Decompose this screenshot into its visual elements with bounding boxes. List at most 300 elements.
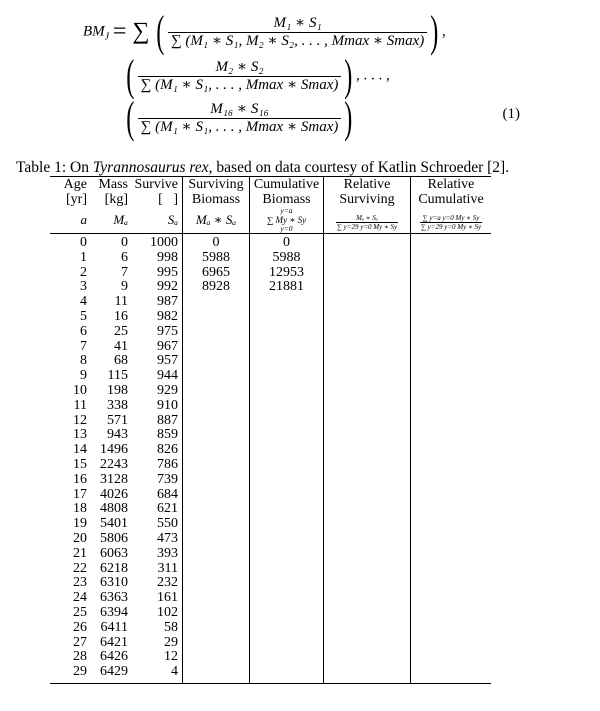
table-row	[50, 295, 491, 310]
cell-surviving-biomass: 5988	[183, 251, 250, 266]
right-paren-1: )	[430, 7, 439, 56]
cell-relative-cumulative	[411, 428, 492, 443]
cell-relative-surviving	[324, 562, 411, 577]
cell-relative-cumulative	[411, 266, 492, 281]
header-sb-symbol: Mₐ ∗ Sₐ	[183, 207, 250, 234]
cell-surviving-biomass	[183, 650, 250, 665]
table-row	[50, 399, 491, 414]
cell-cumulative-biomass	[250, 606, 324, 621]
cell-cumulative-biomass	[250, 399, 324, 414]
header-survive: Survive	[134, 177, 178, 192]
cell-age: 16	[73, 471, 87, 487]
cell-relative-cumulative	[411, 621, 492, 636]
cell-relative-surviving	[324, 295, 411, 310]
cell-survive: 29	[164, 634, 178, 650]
cell-age: 27	[73, 634, 87, 650]
cell-surviving-biomass	[183, 473, 250, 488]
cell-surviving-biomass	[183, 310, 250, 325]
table-row	[50, 473, 491, 488]
cell-cumulative-biomass	[250, 428, 324, 443]
cell-mass: 943	[107, 427, 128, 443]
table-body	[50, 234, 491, 684]
cell-relative-cumulative	[411, 340, 492, 355]
cell-age: 5	[80, 308, 87, 324]
cell-cumulative-biomass	[250, 532, 324, 547]
cell-relative-surviving	[324, 414, 411, 429]
cell-surviving-biomass: 8928	[183, 280, 250, 295]
cell-mass: 6310	[100, 575, 128, 591]
cell-mass: 5806	[100, 530, 128, 546]
cell-survive: 786	[157, 456, 178, 472]
cell-relative-surviving	[324, 576, 411, 591]
cell-mass: 6	[121, 249, 128, 265]
cell-survive: 887	[157, 412, 178, 428]
cell-age: 13	[73, 427, 87, 443]
cell-age: 2	[80, 264, 87, 280]
cell-survive: 4	[128, 665, 183, 683]
cell-relative-surviving	[324, 473, 411, 488]
cell-age: 9	[80, 368, 87, 384]
cell-mass: 6218	[100, 560, 128, 576]
fraction-2-denominator: ∑ (M₁ ∗ S₁, . . . , Mmax ∗ Smax)	[138, 76, 342, 94]
fraction-1-denominator: ∑ (M₁ ∗ S₁, M₂ ∗ S₂, . . . , Mmax ∗ Smax)	[168, 32, 427, 50]
cell-relative-cumulative	[411, 354, 492, 369]
cell-surviving-biomass	[183, 325, 250, 340]
cell-age: 22	[73, 560, 87, 576]
cell-mass: 5401	[100, 516, 128, 532]
equation-line-1	[83, 7, 446, 56]
cell-relative-surviving	[324, 665, 411, 683]
cell-age: 17	[73, 486, 87, 502]
table-row	[50, 369, 491, 384]
cell-age: 18	[73, 501, 87, 517]
cell-surviving-biomass	[183, 384, 250, 399]
header-row-2	[50, 192, 491, 207]
cell-mass: 9	[121, 279, 128, 295]
header-biomass-2: Biomass	[250, 192, 324, 207]
cell-cumulative-biomass	[250, 502, 324, 517]
cell-relative-cumulative	[411, 562, 492, 577]
cell-mass: 6429	[91, 665, 128, 683]
header-rs-symbol	[324, 207, 411, 234]
cell-relative-surviving	[324, 369, 411, 384]
cell-mass: 6421	[100, 634, 128, 650]
cb-sum-lower: y=0	[280, 224, 293, 233]
cell-relative-surviving	[324, 266, 411, 281]
cell-mass: 6426	[100, 649, 128, 665]
header-age: Age	[63, 177, 87, 192]
cell-survive: 826	[157, 442, 178, 458]
table-row	[50, 384, 491, 399]
cell-age: 4	[80, 294, 87, 310]
cell-relative-cumulative	[411, 473, 492, 488]
cell-surviving-biomass: 0	[183, 234, 250, 251]
cell-relative-surviving	[324, 517, 411, 532]
header-mass-symbol: Mₐ	[91, 207, 128, 234]
table-row	[50, 517, 491, 532]
equation-sum-sign: = ∑	[112, 18, 150, 45]
cell-cumulative-biomass	[250, 354, 324, 369]
cell-relative-cumulative	[411, 576, 492, 591]
header-biomass-1: Biomass	[183, 192, 250, 207]
cell-cumulative-biomass	[250, 517, 324, 532]
table-caption	[16, 159, 509, 177]
left-paren-3: (	[126, 93, 135, 142]
cell-relative-cumulative	[411, 384, 492, 399]
cell-cumulative-biomass	[250, 414, 324, 429]
rs-fraction	[336, 214, 398, 231]
left-paren-2: (	[126, 51, 135, 100]
cell-mass: 6363	[100, 590, 128, 606]
cell-survive: 929	[157, 382, 178, 398]
cell-surviving-biomass	[183, 636, 250, 651]
cell-cumulative-biomass: 21881	[250, 280, 324, 295]
header-surviving: Surviving	[183, 177, 250, 193]
cell-age: 10	[73, 382, 87, 398]
right-paren-3: )	[344, 93, 353, 142]
cell-cumulative-biomass	[250, 295, 324, 310]
caption-suffix: , based on data courtesy of Katlin Schroeder [2].	[208, 159, 510, 176]
fraction-1-numerator: M₁ ∗ S₁	[273, 14, 322, 31]
header-survive-symbol: Sₐ	[128, 207, 183, 234]
cell-age: 29	[50, 665, 91, 683]
cell-mass: 4026	[100, 486, 128, 502]
table-row	[50, 591, 491, 606]
cell-age: 11	[73, 397, 87, 413]
header-relative-1: Relative	[324, 177, 411, 193]
cell-mass: 1496	[100, 442, 128, 458]
cell-cumulative-biomass	[250, 473, 324, 488]
cell-mass: 16	[114, 308, 128, 324]
cell-cumulative-biomass	[250, 488, 324, 503]
cell-relative-surviving	[324, 547, 411, 562]
fraction-1	[168, 15, 427, 50]
table-row	[50, 458, 491, 473]
cell-relative-cumulative	[411, 488, 492, 503]
cell-surviving-biomass	[183, 576, 250, 591]
cell-survive: 12	[164, 649, 178, 665]
rc-numerator: ∑ y=a y=0 My ∗ Sy	[422, 214, 480, 222]
cell-relative-surviving	[324, 443, 411, 458]
caption-species: Tyrannosaurus rex	[92, 159, 209, 176]
equation-lhs-subscript: J	[104, 31, 110, 43]
equation-line-2	[123, 51, 390, 100]
cell-cumulative-biomass	[250, 621, 324, 636]
cell-relative-cumulative	[411, 458, 492, 473]
table-row	[50, 266, 491, 281]
cell-surviving-biomass	[183, 354, 250, 369]
cell-cumulative-biomass	[250, 576, 324, 591]
cell-surviving-biomass	[183, 458, 250, 473]
table-row	[50, 606, 491, 621]
cell-relative-cumulative	[411, 443, 492, 458]
fraction-2-numerator: M₂ ∗ S₂	[215, 58, 264, 75]
cell-cumulative-biomass	[250, 636, 324, 651]
cell-relative-surviving	[324, 621, 411, 636]
table-row	[50, 443, 491, 458]
cell-relative-cumulative	[411, 295, 492, 310]
cell-mass: 338	[107, 397, 128, 413]
equation	[0, 0, 600, 150]
cell-mass: 115	[107, 368, 128, 384]
cell-relative-cumulative	[411, 636, 492, 651]
cell-mass: 25	[114, 323, 128, 339]
cell-age: 26	[73, 619, 87, 635]
cell-survive: 1000	[150, 235, 178, 250]
header-row-1	[50, 177, 491, 193]
cell-relative-surviving	[324, 488, 411, 503]
cell-mass: 2243	[100, 456, 128, 472]
cell-surviving-biomass	[183, 532, 250, 547]
table-row	[50, 354, 491, 369]
cell-mass: 3128	[100, 471, 128, 487]
cell-relative-cumulative	[411, 369, 492, 384]
table-row	[50, 280, 491, 295]
cell-relative-surviving	[324, 354, 411, 369]
cell-relative-surviving	[324, 280, 411, 295]
cb-sum-body: ∑ My ∗ Sy	[266, 215, 307, 225]
cell-relative-cumulative	[411, 606, 492, 621]
cell-relative-surviving	[324, 234, 411, 251]
cell-age: 25	[73, 604, 87, 620]
cell-mass: 7	[121, 264, 128, 280]
cell-relative-surviving	[324, 502, 411, 517]
cell-survive: 957	[157, 353, 178, 369]
header-rc-symbol	[411, 207, 492, 234]
table-row	[50, 251, 491, 266]
cell-survive: 311	[157, 560, 178, 576]
cell-mass: 4808	[100, 501, 128, 517]
cell-relative-cumulative	[411, 325, 492, 340]
cell-relative-surviving	[324, 325, 411, 340]
cell-age: 7	[80, 338, 87, 354]
cell-survive: 684	[157, 486, 178, 502]
cell-cumulative-biomass: 0	[250, 234, 324, 251]
header-mass: Mass	[98, 177, 128, 192]
cell-relative-surviving	[324, 384, 411, 399]
rc-denominator: ∑ y=29 y=0 My ∗ Sy	[420, 223, 482, 231]
cell-survive: 995	[157, 264, 178, 280]
cell-age: 3	[80, 279, 87, 295]
table-row	[50, 562, 491, 577]
left-paren-1: (	[156, 7, 165, 56]
cell-relative-surviving	[324, 399, 411, 414]
table-row	[50, 650, 491, 665]
cell-surviving-biomass: 6965	[183, 266, 250, 281]
table-row	[50, 488, 491, 503]
cell-relative-cumulative	[411, 502, 492, 517]
cell-survive: 232	[157, 575, 178, 591]
cell-relative-surviving	[324, 428, 411, 443]
cell-cumulative-biomass	[250, 443, 324, 458]
table-row	[50, 428, 491, 443]
table-row	[50, 576, 491, 591]
cell-survive: 161	[157, 590, 178, 606]
cell-surviving-biomass	[183, 443, 250, 458]
header-surviving-2: Surviving	[324, 192, 411, 207]
table-row	[50, 547, 491, 562]
table-row	[50, 532, 491, 547]
table-row	[50, 665, 491, 683]
cell-relative-surviving	[324, 340, 411, 355]
table-row	[50, 325, 491, 340]
cell-survive: 967	[157, 338, 178, 354]
cell-mass: 68	[114, 353, 128, 369]
cell-surviving-biomass	[183, 488, 250, 503]
cell-surviving-biomass	[183, 295, 250, 310]
header-cumulative: Cumulative	[250, 177, 324, 193]
cell-mass: 11	[114, 294, 128, 310]
equation-lhs: BM	[83, 23, 105, 40]
cell-cumulative-biomass	[250, 591, 324, 606]
cell-surviving-biomass	[183, 414, 250, 429]
cell-surviving-biomass	[183, 591, 250, 606]
cb-sum-upper: y=a	[280, 206, 293, 215]
table-row	[50, 234, 491, 251]
cell-relative-cumulative	[411, 234, 492, 251]
cell-relative-cumulative	[411, 547, 492, 562]
cell-mass: 6411	[100, 619, 128, 635]
cell-relative-cumulative	[411, 517, 492, 532]
cell-survive: 102	[157, 604, 178, 620]
cell-survive: 975	[157, 323, 178, 339]
cell-survive: 739	[157, 471, 178, 487]
cell-relative-cumulative	[411, 665, 492, 683]
cell-survive: 58	[164, 619, 178, 635]
cell-age: 23	[73, 575, 87, 591]
cell-age: 28	[73, 649, 87, 665]
cell-cumulative-biomass	[250, 384, 324, 399]
cell-survive: 998	[157, 249, 178, 265]
cell-relative-surviving	[324, 458, 411, 473]
cell-surviving-biomass	[183, 428, 250, 443]
cell-age: 12	[73, 412, 87, 428]
table-row	[50, 636, 491, 651]
table-row	[50, 414, 491, 429]
cell-survive: 992	[157, 279, 178, 295]
equation-trail-2: , . . . ,	[356, 67, 390, 84]
right-paren-2: )	[344, 51, 353, 100]
cell-survive: 987	[157, 294, 178, 310]
cell-relative-surviving	[324, 251, 411, 266]
cell-mass: 571	[107, 412, 128, 428]
rs-denominator: ∑ y=29 y=0 My ∗ Sy	[336, 223, 398, 231]
cell-relative-cumulative	[411, 251, 492, 266]
cell-survive: 944	[157, 368, 178, 384]
cell-mass: 198	[107, 382, 128, 398]
cell-age: 20	[73, 530, 87, 546]
cell-cumulative-biomass	[250, 665, 324, 683]
table-row	[50, 310, 491, 325]
cell-surviving-biomass	[183, 517, 250, 532]
fraction-3	[138, 101, 342, 136]
cell-relative-cumulative	[411, 414, 492, 429]
cell-cumulative-biomass	[250, 650, 324, 665]
cell-mass: 0	[121, 235, 128, 250]
cell-survive: 910	[157, 397, 178, 413]
header-relative-2: Relative	[411, 177, 492, 193]
cell-relative-surviving	[324, 591, 411, 606]
fraction-2	[138, 59, 342, 94]
header-cb-symbol	[250, 207, 324, 234]
cell-cumulative-biomass	[250, 562, 324, 577]
cell-relative-cumulative	[411, 591, 492, 606]
table-row	[50, 621, 491, 636]
table-row	[50, 502, 491, 517]
header-cumulative-2: Cumulative	[411, 192, 492, 207]
cell-survive: 621	[157, 501, 178, 517]
cell-cumulative-biomass	[250, 369, 324, 384]
cell-surviving-biomass	[183, 547, 250, 562]
fraction-3-denominator: ∑ (M₁ ∗ S₁, . . . , Mmax ∗ Smax)	[138, 118, 342, 136]
cell-survive: 859	[157, 427, 178, 443]
cell-age: 14	[73, 442, 87, 458]
rs-numerator: Mₐ ∗ Sₐ	[356, 214, 378, 222]
header-age-symbol: a	[50, 207, 91, 234]
cell-cumulative-biomass	[250, 310, 324, 325]
fraction-3-numerator: M₁₆ ∗ S₁₆	[210, 100, 269, 117]
cell-surviving-biomass	[183, 502, 250, 517]
cell-survive: 393	[157, 545, 178, 561]
cell-survive: 982	[157, 308, 178, 324]
cell-surviving-biomass	[183, 562, 250, 577]
cell-surviving-biomass	[183, 399, 250, 414]
cell-cumulative-biomass	[250, 547, 324, 562]
cell-surviving-biomass	[183, 665, 250, 683]
header-survive-unit: [ ]	[158, 192, 178, 207]
cell-surviving-biomass	[183, 606, 250, 621]
cell-relative-cumulative	[411, 532, 492, 547]
cell-age: 21	[73, 545, 87, 561]
equation-trail-1: ,	[441, 23, 446, 40]
cell-cumulative-biomass	[250, 340, 324, 355]
cell-survive: 473	[157, 530, 178, 546]
cell-relative-surviving	[324, 310, 411, 325]
cell-relative-cumulative	[411, 650, 492, 665]
cell-age: 24	[73, 590, 87, 606]
cell-cumulative-biomass	[250, 458, 324, 473]
cell-age: 19	[73, 516, 87, 532]
cell-surviving-biomass	[183, 340, 250, 355]
cell-surviving-biomass	[183, 369, 250, 384]
equation-line-3	[123, 93, 356, 142]
equation-number: (1)	[502, 106, 520, 122]
cell-relative-surviving	[324, 650, 411, 665]
cell-relative-surviving	[324, 606, 411, 621]
cell-survive: 550	[157, 516, 178, 532]
cell-relative-cumulative	[411, 399, 492, 414]
cell-cumulative-biomass: 5988	[250, 251, 324, 266]
cell-age: 6	[80, 323, 87, 339]
cell-surviving-biomass	[183, 621, 250, 636]
cell-mass: 41	[114, 338, 128, 354]
header-mass-unit: [kg]	[104, 192, 128, 207]
cell-relative-surviving	[324, 636, 411, 651]
cell-age: 15	[73, 456, 87, 472]
cell-relative-cumulative	[411, 280, 492, 295]
cell-mass: 6063	[100, 545, 128, 561]
cell-cumulative-biomass: 12953	[250, 266, 324, 281]
cell-mass: 6394	[100, 604, 128, 620]
header-row-3	[50, 207, 491, 234]
cell-relative-surviving	[324, 532, 411, 547]
data-table	[50, 176, 491, 684]
cell-age: 8	[80, 353, 87, 369]
caption-prefix: Table 1: On	[16, 159, 93, 176]
cell-relative-cumulative	[411, 310, 492, 325]
header-age-unit: [yr]	[66, 192, 87, 207]
cell-cumulative-biomass	[250, 325, 324, 340]
